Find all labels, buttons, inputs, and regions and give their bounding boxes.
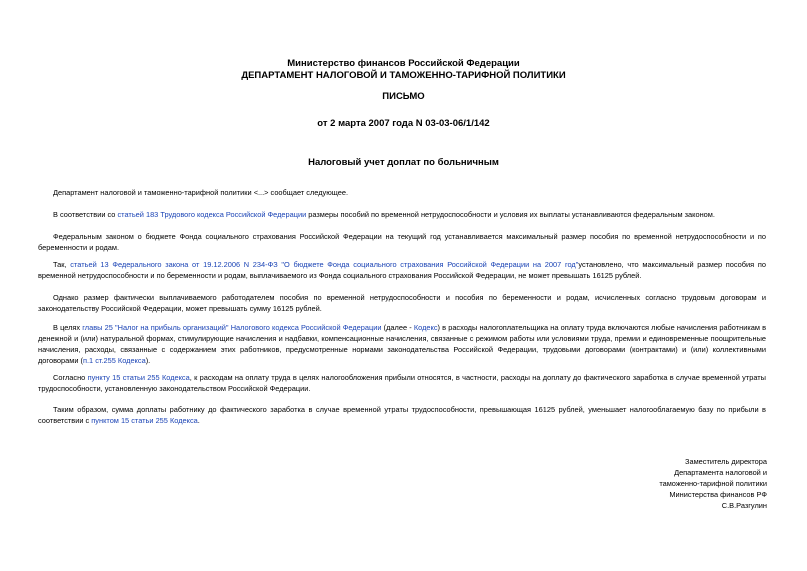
link-article-255-p1[interactable]: п.1 ст.255 Кодекса xyxy=(82,356,146,365)
text: ) в расходы налогоплательщика на оплату труда включаются любые начисления работникам в денежной и (или) натуральной формах, стимулирующие начисления и надбавки, компенсационные начисления, связанные с режимом работы или условиями труда, премии и единовременные поощрительные начисления, расходы, связанные с содержанием этих работников, предусмотренные нормами законодательства Российской Федерации, трудовыми договорами (контрактами) и (или) коллективными договорами ( xyxy=(38,323,766,365)
signature-block xyxy=(659,456,767,511)
text: . xyxy=(197,416,200,425)
link-article-255-p15-conclusion[interactable]: пунктом 15 статьи 255 Кодекса xyxy=(91,416,198,425)
paragraph-5: Однако размер фактически выплачиваемого работодателем пособия по временной нетрудоспособности и пособия по беременности и родам, исчисленных согласно трудовым договорам и законодательству Российской Федерации, может превышать сумму 16125 рублей. xyxy=(38,293,766,313)
document-type: ПИСЬМО xyxy=(382,91,425,102)
text: (далее - xyxy=(381,323,414,332)
link-kodeks[interactable]: Кодекс xyxy=(413,323,438,332)
text: ). xyxy=(145,356,151,365)
paragraph-2 xyxy=(38,209,766,220)
paragraph-1: Департамент налоговой и таможенно-тарифной политики <...> сообщает следующее. xyxy=(53,188,349,197)
text: Так, xyxy=(53,260,71,269)
text: В целях xyxy=(53,323,83,332)
signature-line: таможенно-тарифной политики xyxy=(659,479,767,488)
paragraph-8 xyxy=(38,404,766,426)
paragraph-7 xyxy=(38,372,766,394)
link-federal-law-234[interactable]: статьей 13 Федерального закона от 19.12.2006 N 234-ФЗ "О бюджете Фонда социального страхования Российской Федерации на 2007 год" xyxy=(70,260,579,269)
signature-line: Департамента налоговой и xyxy=(674,468,767,477)
link-article-255-p15[interactable]: пункту 15 статьи 255 Кодекса xyxy=(87,373,190,382)
text: размеры пособий по временной нетрудоспособности и условия их выплаты устанавливаются федеральным законом. xyxy=(306,210,715,219)
text: установлено, что максимальный размер пособия по временной нетрудоспособности и по беременности и родам, выплачиваемого из Фонда социального страхования Российской Федерации, не может превышать 16125 рублей. xyxy=(38,260,766,280)
text: Таким образом, сумма доплаты работнику до фактического заработка в случае временной утраты трудоспособности, превышающая 16125 рублей, уменьшает налогооблагаемую базу по прибыли в соответствии с xyxy=(38,405,766,425)
department-title: ДЕПАРТАМЕНТ НАЛОГОВОЙ И ТАМОЖЕННО-ТАРИФНОЙ ПОЛИТИКИ xyxy=(241,70,566,81)
link-tk-article-183[interactable]: статьей 183 Трудового кодекса Российской Федерации xyxy=(117,210,307,219)
paragraph-3: Федеральным законом о бюджете Фонда социального страхования Российской Федерации на текущий год устанавливается максимальный размер пособия по временной нетрудоспособности и по беременности и родам. xyxy=(38,232,766,252)
text: Согласно xyxy=(53,373,88,382)
document-subject: Налоговый учет доплат по больничным xyxy=(308,157,499,168)
ministry-title: Министерство финансов Российской Федерации xyxy=(287,58,520,69)
signature-line: Министерства финансов РФ xyxy=(669,490,767,499)
document-date-number: от 2 марта 2007 года N 03-03-06/1/142 xyxy=(317,118,490,129)
paragraph-6 xyxy=(38,322,766,366)
signature-line: Заместитель директора xyxy=(685,457,767,466)
signatory-name: С.В.Разгулин xyxy=(721,501,767,510)
paragraph-4 xyxy=(38,259,766,281)
text: В соответствии со xyxy=(53,210,118,219)
text: , к расходам на оплату труда в целях налогообложения прибыли относятся, в частности, расходы на доплату до фактического заработка в случае временной утраты трудоспособности, установленную законодательством Российской Федерации. xyxy=(38,373,766,393)
link-nk-chapter-25[interactable]: главы 25 "Налог на прибыль организаций" Налогового кодекса Российской Федерации xyxy=(82,323,382,332)
